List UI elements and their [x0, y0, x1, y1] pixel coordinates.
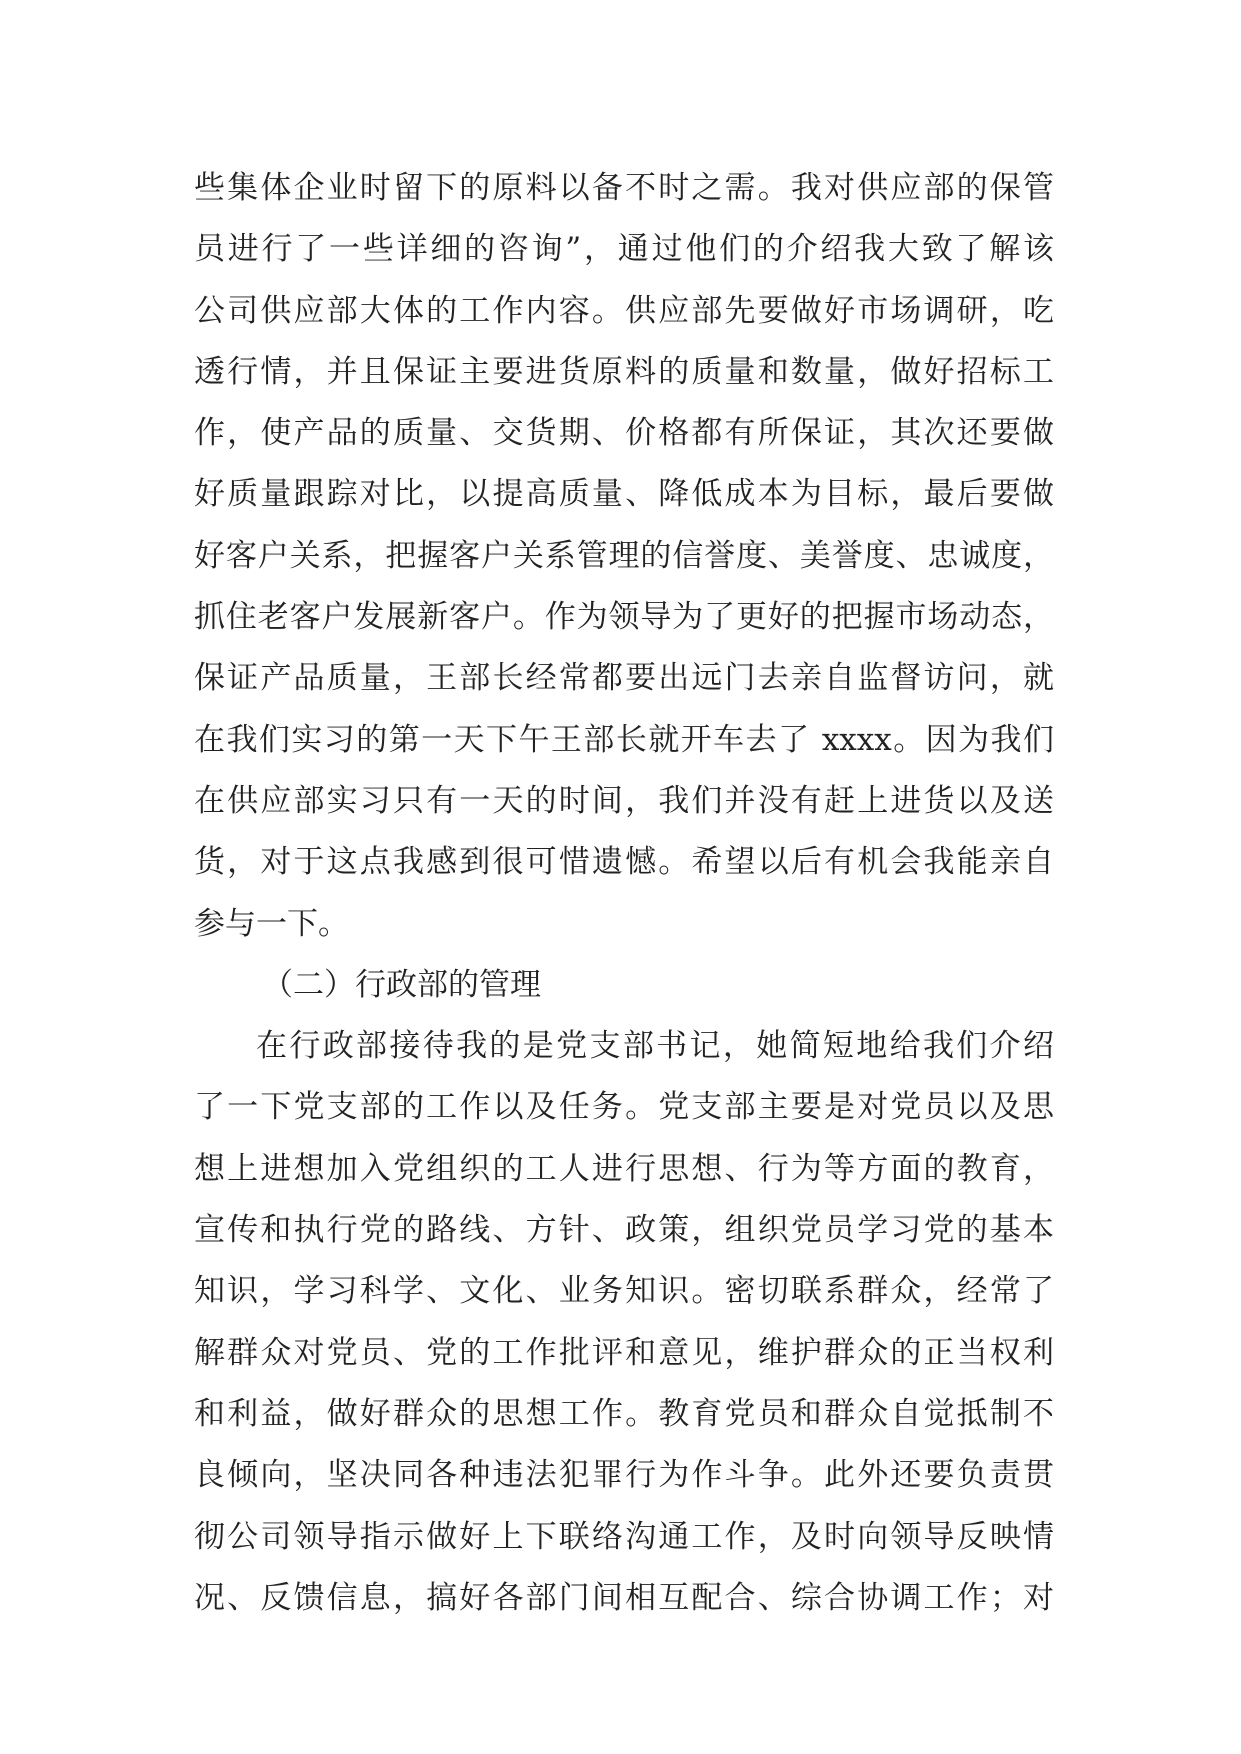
paragraph-1-line-10: 在我们实习的第一天下午王部长就开车去了 xxxx。因为我们 — [194, 721, 1054, 758]
section-heading: （二）行政部的管理 — [262, 966, 541, 1003]
paragraph-1-line-13: 参与一下。 — [194, 905, 349, 942]
paragraph-2-line-1: 在行政部接待我的是党支部书记，她简短地给我们介绍 — [256, 1028, 1054, 1065]
paragraph-1-line-9: 保证产品质量，王部长经常都要出远门去亲自监督访问，就 — [194, 660, 1054, 697]
paragraph-1-line-7: 好客户关系，把握客户关系管理的信誉度、美誉度、忠诚度， — [194, 537, 1054, 574]
paragraph-1-line-6: 好质量跟踪对比，以提高质量、降低成本为目标，最后要做 — [194, 476, 1054, 513]
paragraph-1-line-11: 在供应部实习只有一天的时间，我们并没有赶上进货以及送 — [194, 782, 1054, 819]
paragraph-1-line-4: 透行情，并且保证主要进货原料的质量和数量，做好招标工 — [194, 353, 1054, 390]
paragraph-2-line-2: 了一下党支部的工作以及任务。党支部主要是对党员以及思 — [194, 1089, 1054, 1126]
paragraph-1-line-8: 抓住老客户发展新客户。作为领导为了更好的把握市场动态， — [194, 599, 1054, 636]
paragraph-2-line-9: 彻公司领导指示做好上下联络沟通工作，及时向领导反映情 — [194, 1518, 1054, 1555]
paragraph-2-line-7: 和利益，做好群众的思想工作。教育党员和群众自觉抵制不 — [194, 1395, 1054, 1432]
paragraph-2-line-6: 解群众对党员、党的工作批评和意见，维护群众的正当权利 — [194, 1334, 1054, 1371]
paragraph-2-line-4: 宣传和执行党的路线、方针、政策，组织党员学习党的基本 — [194, 1212, 1054, 1249]
document-body — [194, 158, 1054, 1629]
paragraph-2-line-10: 况、反馈信息，搞好各部门间相互配合、综合协调工作；对 — [194, 1579, 1054, 1616]
paragraph-1-line-2: 员进行了一些详细的咨询”，通过他们的介绍我大致了解该 — [194, 231, 1054, 268]
paragraph-1-line-5: 作，使产品的质量、交货期、价格都有所保证，其次还要做 — [194, 415, 1054, 452]
paragraph-2-line-8: 良倾向，坚决同各种违法犯罪行为作斗争。此外还要负责贯 — [194, 1457, 1054, 1494]
paragraph-2-line-3: 想上进想加入党组织的工人进行思想、行为等方面的教育， — [194, 1150, 1054, 1187]
paragraph-1-line-1: 些集体企业时留下的原料以备不时之需。我对供应部的保管 — [194, 170, 1054, 206]
paragraph-1-line-12: 货，对于这点我感到很可惜遗憾。希望以后有机会我能亲自 — [194, 844, 1054, 881]
paragraph-1-line-3: 公司供应部大体的工作内容。供应部先要做好市场调研，吃 — [194, 292, 1054, 329]
paragraph-2-line-5: 知识，学习科学、文化、业务知识。密切联系群众，经常了 — [194, 1273, 1054, 1310]
